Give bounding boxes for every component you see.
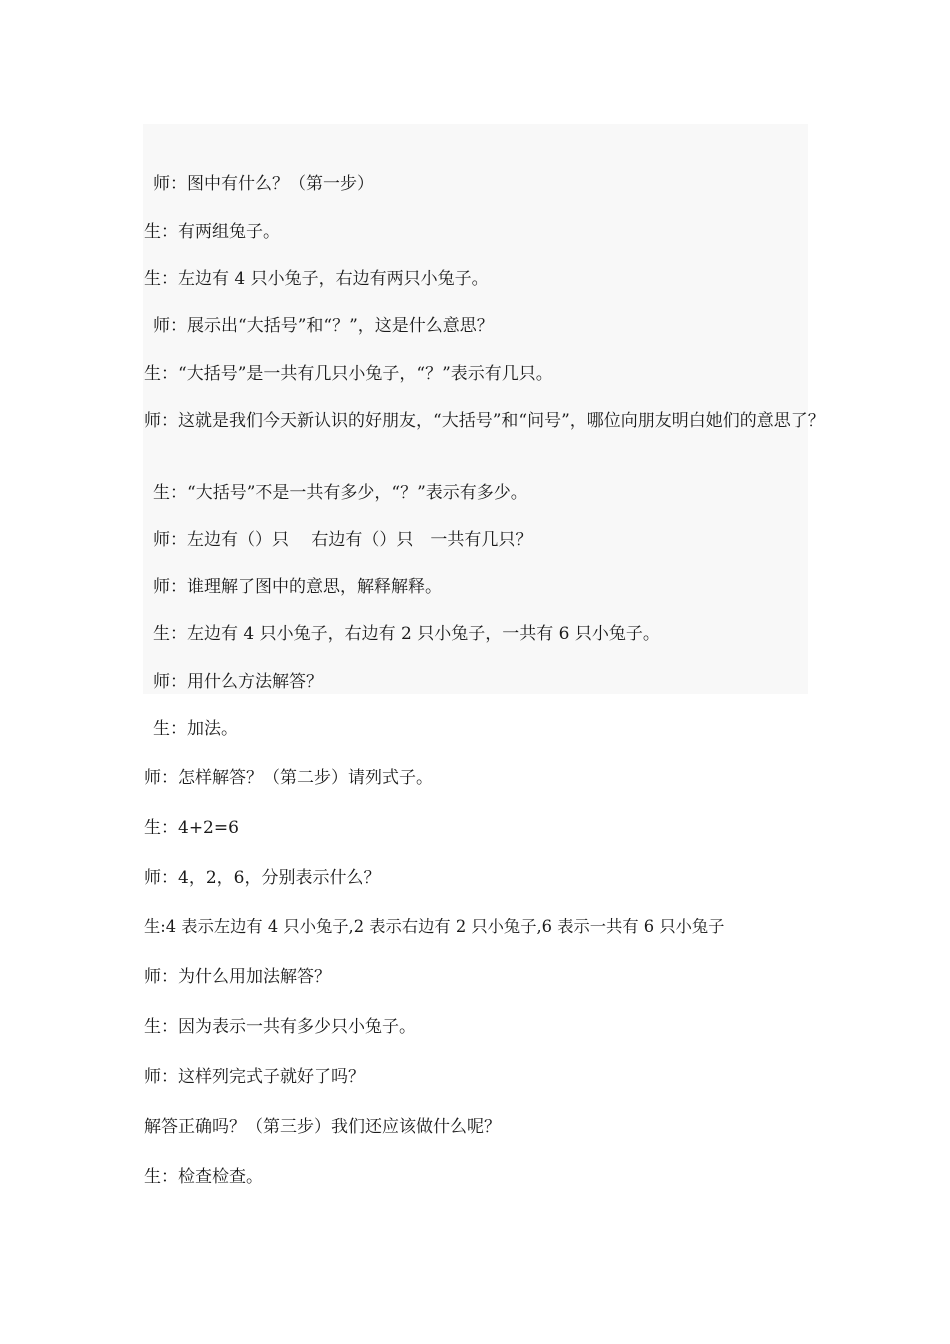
shaded-text-block <box>143 124 808 694</box>
dialogue-line-teacher: 师：图中有什么？（第一步） <box>153 174 374 194</box>
dialogue-line-teacher: 师：用什么方法解答？ <box>153 672 323 692</box>
dialogue-line-teacher: 师：怎样解答？（第二步）请列式子。 <box>144 768 433 788</box>
dialogue-line-student: 生：加法。 <box>153 719 238 739</box>
dialogue-line-student: 生：“大括号”不是一共有多少，“？”表示有多少。 <box>153 483 528 503</box>
dialogue-line-teacher: 师：这就是我们今天新认识的好朋友，“大括号”和“问号”，哪位向朋友明白她们的意思了？ <box>144 411 825 431</box>
dialogue-line-student: 生：左边有 4 只小兔子，右边有 2 只小兔子，一共有 6 只小兔子。 <box>153 624 660 644</box>
dialogue-line-student: 生：“大括号”是一共有几只小兔子，“？”表示有几只。 <box>144 364 553 384</box>
dialogue-line-teacher: 师：展示出“大括号”和“？”，这是什么意思？ <box>153 316 494 336</box>
dialogue-line-student: 生：左边有 4 只小兔子，右边有两只小兔子。 <box>144 269 489 289</box>
dialogue-line-teacher: 师：左边有（）只 右边有（）只 一共有几只？ <box>153 530 533 550</box>
dialogue-line-teacher: 师：为什么用加法解答？ <box>144 967 331 987</box>
dialogue-line-teacher: 师：这样列完式子就好了吗？ <box>144 1067 365 1087</box>
dialogue-line-teacher: 师：谁理解了图中的意思，解释解释。 <box>153 577 442 597</box>
dialogue-line-student: 生：因为表示一共有多少只小兔子。 <box>144 1017 416 1037</box>
dialogue-line-student: 生：有两组兔子。 <box>144 222 280 242</box>
dialogue-line-student: 生：4+2=6 <box>144 818 239 838</box>
dialogue-line-student: 生:4 表示左边有 4 只小兔子,2 表示右边有 2 只小兔子,6 表示一共有 6 只小兔子 <box>144 917 725 936</box>
dialogue-line-teacher: 解答正确吗？（第三步）我们还应该做什么呢？ <box>144 1117 501 1137</box>
dialogue-line-student: 生：检查检查。 <box>144 1167 263 1187</box>
dialogue-line-teacher: 师：4，2，6，分别表示什么？ <box>144 868 381 888</box>
